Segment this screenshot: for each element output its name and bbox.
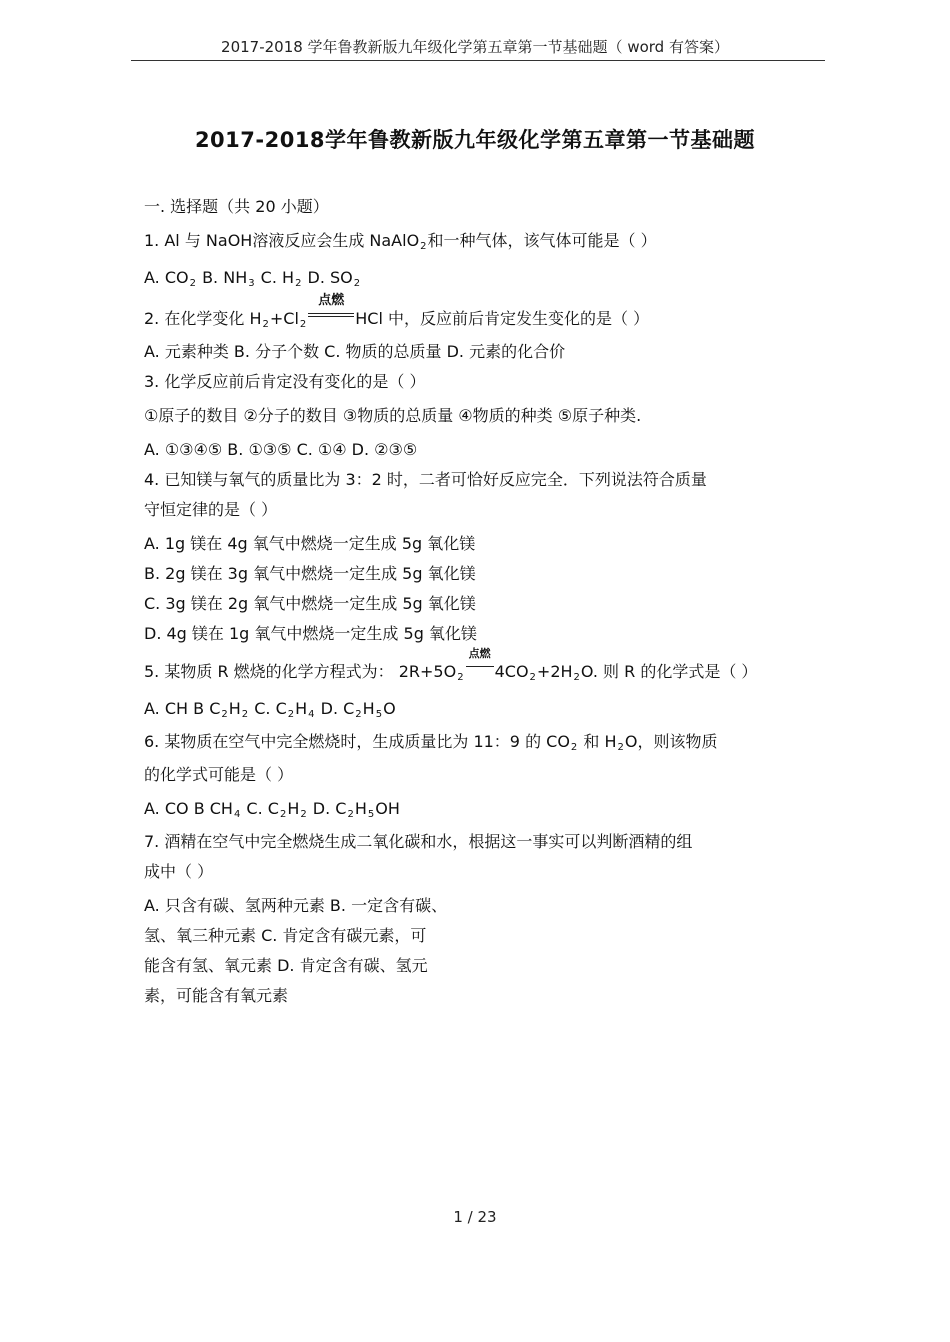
question-7-options-line1: A. 只含有碳、氢两种元素 B. 一定含有碳、 (144, 896, 448, 915)
question-3-items: ①原子的数目 ②分子的数目 ③物质的总质量 ④物质的种类 ⑤原子种类. (144, 406, 642, 425)
document-body (144, 192, 834, 1011)
question-4-option-a: A. 1g 镁在 4g 氧气中燃烧一定生成 5g 氧化镁 (144, 534, 476, 553)
question-7-options-line2: 氢、氧三种元素 C. 肯定含有碳元素，可 (144, 926, 427, 945)
question-4-option-c: C. 3g 镁在 2g 氧气中燃烧一定生成 5g 氧化镁 (144, 594, 476, 613)
question-7-options-line3: 能含有氢、氧元素 D. 肯定含有碳、氢元 (144, 956, 428, 975)
question-5-stem: 5. 某物质 R 燃烧的化学方程式为： 2R+5O2 点燃 4CO2+2H2O. 则 R 的化学式是（ ） (144, 647, 758, 683)
reaction-arrow (466, 647, 494, 677)
reaction-arrow (308, 293, 354, 324)
section-heading: 一. 选择题（共 20 小题） (144, 197, 329, 216)
question-2-stem: 2. 在化学变化 H2+Cl2 点燃 HCl 中，反应前后肯定发生变化的是（ ） (144, 293, 650, 330)
question-6-stem-line2: 的化学式可能是（ ） (144, 765, 294, 784)
question-4-stem-line2: 守恒定律的是（ ） (144, 500, 278, 519)
question-4-option-d: D. 4g 镁在 1g 氧气中燃烧一定生成 5g 氧化镁 (144, 624, 477, 643)
reaction-condition: 点燃 (318, 293, 345, 308)
page-number: 1 / 23 (453, 1208, 497, 1226)
question-4-option-b: B. 2g 镁在 3g 氧气中燃烧一定生成 5g 氧化镁 (144, 564, 476, 583)
document-title: 2017-2018学年鲁教新版九年级化学第五章第一节基础题 (194, 128, 756, 152)
question-7-options-line4: 素，可能含有氧元素 (144, 986, 289, 1005)
question-3-stem: 3. 化学反应前后肯定没有变化的是（ ） (144, 372, 426, 391)
reaction-condition: 点燃 (468, 647, 491, 660)
question-6-options: A. CO B CH4 C. C2H2 D. C2H5OH (144, 799, 400, 820)
question-1-stem: 1. Al 与 NaOH溶液反应会生成 NaAlO2和一种气体，该气体可能是（ ） (144, 231, 657, 252)
running-header: 2017-2018 学年鲁教新版九年级化学第五章第一节基础题（ word 有答案） (221, 38, 729, 56)
question-4-stem-line1: 4. 已知镁与氧气的质量比为 3：2 时，二者可恰好反应完全．下列说法符合质量 (144, 470, 707, 489)
question-1-options: A. CO2 B. NH3 C. H2 D. SO2 (144, 268, 361, 289)
question-7-stem-line2: 成中（ ） (144, 862, 214, 881)
header-rule (131, 60, 825, 61)
question-5-options: A. CH B C2H2 C. C2H4 D. C2H5O (144, 699, 396, 720)
question-3-options: A. ①③④⑤ B. ①③⑤ C. ①④ D. ②③⑤ (144, 440, 418, 459)
question-2-options: A. 元素种类 B. 分子个数 C. 物质的总质量 D. 元素的化合价 (144, 342, 566, 361)
question-7-stem-line1: 7. 酒精在空气中完全燃烧生成二氧化碳和水，根据这一事实可以判断酒精的组 (144, 832, 693, 851)
question-6-stem-line1: 6. 某物质在空气中完全燃烧时，生成质量比为 11：9 的 CO2 和 H2O，则该物质 (144, 732, 718, 753)
